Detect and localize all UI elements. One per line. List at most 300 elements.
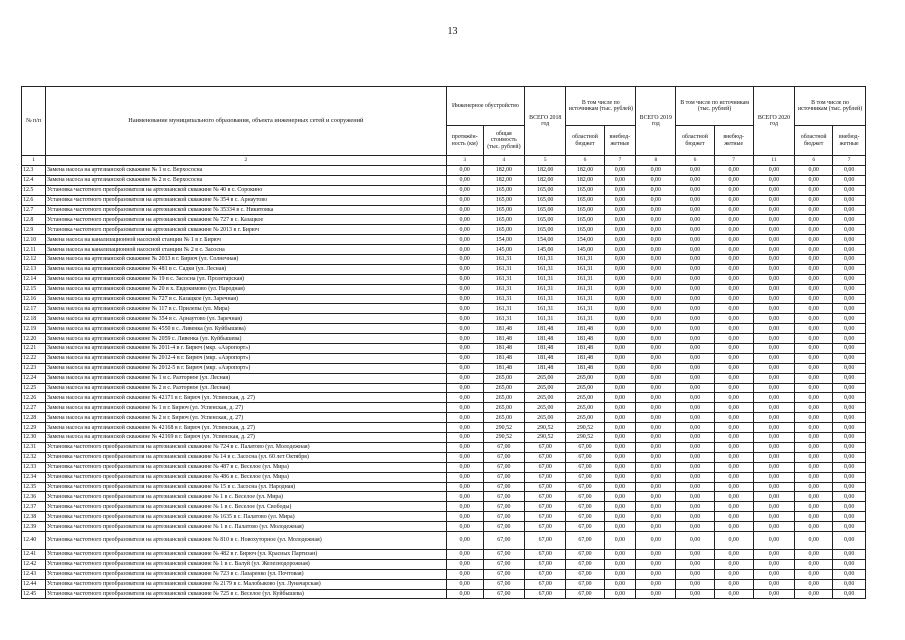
table-row: [22, 185, 866, 195]
table-row: [22, 442, 866, 452]
cell-total-2020: 0,00: [753, 166, 794, 176]
cell-cost: 181,48: [483, 363, 524, 373]
cell-extra-2020: 0,00: [833, 304, 866, 314]
cell-extra-2019: 0,00: [714, 373, 753, 383]
cell-length: 0,00: [446, 314, 483, 324]
column-number: 3: [446, 156, 483, 166]
cell-extra-2018: 0,00: [604, 512, 636, 522]
table-row: [22, 403, 866, 413]
table-row: [22, 452, 866, 462]
cell-total-2019: 0,00: [636, 363, 676, 373]
row-number: 12.6: [22, 195, 46, 205]
cell-extra-2019: 0,00: [714, 166, 753, 176]
cell-extra-2020: 0,00: [833, 235, 866, 245]
cell-extra-2020: 0,00: [833, 512, 866, 522]
cell-regional-2018: 290,52: [566, 423, 604, 433]
cell-extra-2019: 0,00: [714, 559, 753, 569]
cell-extra-2020: 0,00: [833, 324, 866, 334]
cell-total-2020: 0,00: [753, 284, 794, 294]
cell-total-2019: 0,00: [636, 413, 676, 423]
cell-total-2018: 265,00: [525, 413, 566, 423]
row-number: 12.24: [22, 373, 46, 383]
row-object-name: Замена насоса на артезианской скважине № 481 в с. Садки (ул. Лесная): [45, 264, 446, 274]
cell-cost: 145,00: [483, 245, 524, 255]
cell-regional-2019: 0,00: [676, 442, 714, 452]
cell-extra-2019: 0,00: [714, 294, 753, 304]
cell-regional-2019: 0,00: [676, 589, 714, 599]
cell-total-2020: 0,00: [753, 531, 794, 549]
cell-length: 0,00: [446, 442, 483, 452]
column-number: 7: [833, 156, 866, 166]
cell-cost: 265,00: [483, 413, 524, 423]
row-number: 12.40: [22, 531, 46, 549]
cell-regional-2018: 67,00: [566, 559, 604, 569]
table-row: [22, 264, 866, 274]
header-total-2018: ВСЕГО 2018 год: [525, 87, 566, 156]
row-object-name: Установка частотного преобразователя на артезианской скважине № 1 в с. Палатово (ул. Молодежная): [45, 522, 446, 532]
cell-total-2020: 0,00: [753, 452, 794, 462]
cell-total-2018: 161,31: [525, 274, 566, 284]
cell-total-2020: 0,00: [753, 549, 794, 559]
cell-regional-2019: 0,00: [676, 225, 714, 235]
cell-extra-2020: 0,00: [833, 413, 866, 423]
table-row: [22, 363, 866, 373]
cell-extra-2019: 0,00: [714, 413, 753, 423]
header-infra-group: Инженерное обустройство: [446, 87, 524, 126]
cell-total-2019: 0,00: [636, 492, 676, 502]
cell-regional-2019: 0,00: [676, 452, 714, 462]
cell-total-2018: 181,48: [525, 363, 566, 373]
cell-cost: 161,31: [483, 274, 524, 284]
cell-regional-2018: 182,00: [566, 166, 604, 176]
cell-cost: 165,00: [483, 225, 524, 235]
cell-length: 0,00: [446, 403, 483, 413]
cell-regional-2020: 0,00: [795, 205, 833, 215]
cell-extra-2018: 0,00: [604, 264, 636, 274]
row-object-name: Установка частотного преобразователя на артезианской скважине № 723 в с. Лазаренко (ул. Почтовая): [45, 569, 446, 579]
cell-length: 0,00: [446, 492, 483, 502]
column-number: 2: [45, 156, 446, 166]
row-number: 12.34: [22, 472, 46, 482]
cell-total-2019: 0,00: [636, 403, 676, 413]
cell-regional-2020: 0,00: [795, 502, 833, 512]
row-object-name: Установка частотного преобразователя на артезианской скважине № 482 в г. Бирюч (ул. Красных Партизан): [45, 549, 446, 559]
column-number: 1: [22, 156, 46, 166]
cell-length: 0,00: [446, 344, 483, 354]
cell-total-2019: 0,00: [636, 423, 676, 433]
row-number: 12.20: [22, 334, 46, 344]
cell-extra-2019: 0,00: [714, 442, 753, 452]
cell-total-2019: 0,00: [636, 452, 676, 462]
cell-extra-2020: 0,00: [833, 383, 866, 393]
cell-extra-2020: 0,00: [833, 373, 866, 383]
header-regional-2019: областной бюджет: [676, 126, 714, 156]
cell-regional-2020: 0,00: [795, 304, 833, 314]
table-row: [22, 294, 866, 304]
row-object-name: Замена насоса на артезианской скважине № 2012-5 в г. Бирюч (мкр. «Аэропорт»): [45, 363, 446, 373]
cell-extra-2020: 0,00: [833, 274, 866, 284]
cell-extra-2018: 0,00: [604, 502, 636, 512]
row-number: 12.25: [22, 383, 46, 393]
cell-total-2020: 0,00: [753, 383, 794, 393]
cell-total-2018: 67,00: [525, 559, 566, 569]
row-object-name: Замена насоса на артезианской скважине № 1 в с. Разторное (ул. Лесная): [45, 373, 446, 383]
cell-regional-2020: 0,00: [795, 423, 833, 433]
header-sources-2018: В том числе по источникам (тыс. рублей): [566, 87, 636, 126]
cell-regional-2020: 0,00: [795, 363, 833, 373]
cell-total-2019: 0,00: [636, 205, 676, 215]
cell-regional-2020: 0,00: [795, 255, 833, 265]
cell-total-2018: 182,00: [525, 166, 566, 176]
cell-extra-2018: 0,00: [604, 492, 636, 502]
row-number: 12.16: [22, 294, 46, 304]
row-object-name: Установка частотного преобразователя на артезианской скважине № 2013 в г. Бирюч: [45, 225, 446, 235]
cell-total-2019: 0,00: [636, 569, 676, 579]
cell-regional-2020: 0,00: [795, 314, 833, 324]
cell-total-2020: 0,00: [753, 314, 794, 324]
row-object-name: Замена насоса на артезианской скважине № 2011-4 в г. Бирюч (мкр. «Аэропорт»): [45, 344, 446, 354]
cell-total-2020: 0,00: [753, 589, 794, 599]
cell-extra-2018: 0,00: [604, 304, 636, 314]
row-number: 12.33: [22, 462, 46, 472]
cell-extra-2018: 0,00: [604, 373, 636, 383]
cell-extra-2020: 0,00: [833, 363, 866, 373]
cell-length: 0,00: [446, 383, 483, 393]
header-extra-2020: внебюд-жетные: [833, 126, 866, 156]
cell-cost: 181,48: [483, 324, 524, 334]
column-number: 7: [604, 156, 636, 166]
row-number: 12.30: [22, 433, 46, 443]
row-number: 12.10: [22, 235, 46, 245]
cell-length: 0,00: [446, 245, 483, 255]
cell-total-2019: 0,00: [636, 579, 676, 589]
cell-total-2019: 0,00: [636, 472, 676, 482]
cell-length: 0,00: [446, 284, 483, 294]
cell-regional-2020: 0,00: [795, 353, 833, 363]
cell-length: 0,00: [446, 579, 483, 589]
cell-regional-2020: 0,00: [795, 549, 833, 559]
row-object-name: Замена насоса на артезианской скважине № 42168 в г. Бирюч (ул. Успенская, д. 27): [45, 423, 446, 433]
cell-cost: 67,00: [483, 442, 524, 452]
cell-length: 0,00: [446, 423, 483, 433]
cell-extra-2019: 0,00: [714, 472, 753, 482]
cell-length: 0,00: [446, 334, 483, 344]
cell-regional-2020: 0,00: [795, 175, 833, 185]
cell-regional-2019: 0,00: [676, 284, 714, 294]
row-object-name: Установка частотного преобразователя на артезианской скважине № 15 в с. Засосна (ул. Народная): [45, 482, 446, 492]
cell-regional-2019: 0,00: [676, 205, 714, 215]
cell-length: 0,00: [446, 452, 483, 462]
cell-total-2020: 0,00: [753, 522, 794, 532]
cell-cost: 67,00: [483, 482, 524, 492]
cell-extra-2020: 0,00: [833, 393, 866, 403]
cell-regional-2018: 165,00: [566, 195, 604, 205]
cell-total-2020: 0,00: [753, 512, 794, 522]
cell-regional-2019: 0,00: [676, 304, 714, 314]
cell-extra-2019: 0,00: [714, 423, 753, 433]
cell-regional-2018: 67,00: [566, 472, 604, 482]
cell-regional-2019: 0,00: [676, 549, 714, 559]
cell-regional-2020: 0,00: [795, 284, 833, 294]
cell-total-2020: 0,00: [753, 245, 794, 255]
cell-total-2019: 0,00: [636, 522, 676, 532]
cell-regional-2018: 67,00: [566, 549, 604, 559]
cell-extra-2018: 0,00: [604, 344, 636, 354]
cell-extra-2018: 0,00: [604, 185, 636, 195]
cell-cost: 67,00: [483, 559, 524, 569]
cell-total-2018: 67,00: [525, 579, 566, 589]
cell-extra-2019: 0,00: [714, 314, 753, 324]
cell-extra-2019: 0,00: [714, 255, 753, 265]
row-number: 12.42: [22, 559, 46, 569]
cell-length: 0,00: [446, 353, 483, 363]
cell-regional-2018: 67,00: [566, 502, 604, 512]
header-cost: общая стоимость (тыс. рублей): [483, 126, 524, 156]
cell-regional-2019: 0,00: [676, 502, 714, 512]
cell-extra-2019: 0,00: [714, 274, 753, 284]
cell-extra-2018: 0,00: [604, 225, 636, 235]
cell-extra-2018: 0,00: [604, 579, 636, 589]
cell-regional-2020: 0,00: [795, 185, 833, 195]
cell-extra-2020: 0,00: [833, 589, 866, 599]
cell-extra-2020: 0,00: [833, 482, 866, 492]
cell-cost: 154,00: [483, 235, 524, 245]
row-object-name: Замена насоса на артезианской скважине № 2 в г. Бирюч (ул. Успенская, д. 27): [45, 413, 446, 423]
cell-regional-2019: 0,00: [676, 363, 714, 373]
cell-regional-2019: 0,00: [676, 235, 714, 245]
cell-total-2020: 0,00: [753, 363, 794, 373]
cell-extra-2019: 0,00: [714, 579, 753, 589]
cell-cost: 67,00: [483, 549, 524, 559]
cell-extra-2018: 0,00: [604, 175, 636, 185]
cell-regional-2020: 0,00: [795, 442, 833, 452]
cell-extra-2019: 0,00: [714, 284, 753, 294]
cell-total-2018: 165,00: [525, 215, 566, 225]
cell-regional-2019: 0,00: [676, 512, 714, 522]
row-number: 12.36: [22, 492, 46, 502]
row-object-name: Замена насоса на артезианской скважине № 4550 в с. Ливенка (ул. Куйбышева): [45, 324, 446, 334]
cell-total-2019: 0,00: [636, 589, 676, 599]
cell-total-2018: 290,52: [525, 423, 566, 433]
cell-total-2019: 0,00: [636, 512, 676, 522]
cell-total-2019: 0,00: [636, 531, 676, 549]
cell-total-2019: 0,00: [636, 462, 676, 472]
cell-total-2018: 67,00: [525, 452, 566, 462]
row-number: 12.4: [22, 175, 46, 185]
cell-regional-2018: 290,52: [566, 433, 604, 443]
cell-cost: 161,31: [483, 255, 524, 265]
cell-regional-2020: 0,00: [795, 195, 833, 205]
cell-regional-2020: 0,00: [795, 215, 833, 225]
cell-total-2019: 0,00: [636, 482, 676, 492]
cell-extra-2018: 0,00: [604, 363, 636, 373]
cell-total-2019: 0,00: [636, 344, 676, 354]
cell-extra-2018: 0,00: [604, 452, 636, 462]
cell-extra-2018: 0,00: [604, 215, 636, 225]
table-row: [22, 175, 866, 185]
row-number: 12.35: [22, 482, 46, 492]
cell-length: 0,00: [446, 559, 483, 569]
cell-total-2018: 181,48: [525, 344, 566, 354]
cell-cost: 67,00: [483, 472, 524, 482]
cell-extra-2018: 0,00: [604, 482, 636, 492]
cell-extra-2018: 0,00: [604, 531, 636, 549]
cell-total-2018: 181,48: [525, 353, 566, 363]
row-object-name: Замена насоса на артезианской скважине № 2 в с. Верхососна: [45, 175, 446, 185]
cell-extra-2019: 0,00: [714, 363, 753, 373]
cell-regional-2020: 0,00: [795, 559, 833, 569]
cell-length: 0,00: [446, 166, 483, 176]
cell-regional-2020: 0,00: [795, 433, 833, 443]
cell-total-2018: 67,00: [525, 462, 566, 472]
cell-cost: 161,31: [483, 314, 524, 324]
cell-cost: 165,00: [483, 185, 524, 195]
cell-extra-2019: 0,00: [714, 334, 753, 344]
row-object-name: Установка частотного преобразователя на артезианской скважине № 724 в с. Палатово (ул. Молодежная): [45, 442, 446, 452]
cell-regional-2018: 181,48: [566, 334, 604, 344]
row-number: 12.37: [22, 502, 46, 512]
table-row: [22, 589, 866, 599]
cell-length: 0,00: [446, 413, 483, 423]
table-row: [22, 274, 866, 284]
cell-extra-2018: 0,00: [604, 549, 636, 559]
cell-regional-2019: 0,00: [676, 393, 714, 403]
cell-extra-2020: 0,00: [833, 205, 866, 215]
cell-length: 0,00: [446, 324, 483, 334]
row-number: 12.3: [22, 166, 46, 176]
cell-extra-2018: 0,00: [604, 314, 636, 324]
cell-cost: 67,00: [483, 569, 524, 579]
cell-regional-2018: 145,00: [566, 245, 604, 255]
cell-extra-2018: 0,00: [604, 403, 636, 413]
cell-extra-2020: 0,00: [833, 195, 866, 205]
cell-length: 0,00: [446, 589, 483, 599]
cell-total-2019: 0,00: [636, 373, 676, 383]
row-number: 12.28: [22, 413, 46, 423]
cell-length: 0,00: [446, 215, 483, 225]
cell-regional-2018: 181,48: [566, 324, 604, 334]
cell-extra-2020: 0,00: [833, 225, 866, 235]
row-object-name: Установка частотного преобразователя на артезианской скважине № 1635 в с. Палатово (ул. Мира): [45, 512, 446, 522]
cell-extra-2020: 0,00: [833, 185, 866, 195]
cell-regional-2019: 0,00: [676, 579, 714, 589]
cell-regional-2020: 0,00: [795, 225, 833, 235]
cell-extra-2018: 0,00: [604, 274, 636, 284]
row-number: 12.22: [22, 353, 46, 363]
cell-length: 0,00: [446, 462, 483, 472]
cell-extra-2018: 0,00: [604, 522, 636, 532]
infrastructure-table: [21, 86, 866, 599]
cell-extra-2019: 0,00: [714, 462, 753, 472]
cell-total-2018: 181,48: [525, 324, 566, 334]
cell-total-2018: 161,31: [525, 294, 566, 304]
table-row: [22, 383, 866, 393]
cell-total-2018: 67,00: [525, 589, 566, 599]
cell-extra-2020: 0,00: [833, 559, 866, 569]
cell-extra-2020: 0,00: [833, 423, 866, 433]
header-total-2020: ВСЕГО 2020 год: [753, 87, 794, 156]
cell-regional-2020: 0,00: [795, 522, 833, 532]
cell-regional-2018: 67,00: [566, 579, 604, 589]
row-object-name: Замена насоса на артезианской скважине № 42169 в г. Бирюч (ул. Успенская, д. 27): [45, 433, 446, 443]
cell-extra-2018: 0,00: [604, 245, 636, 255]
cell-total-2020: 0,00: [753, 579, 794, 589]
cell-cost: 290,52: [483, 433, 524, 443]
row-number: 12.27: [22, 403, 46, 413]
cell-regional-2020: 0,00: [795, 344, 833, 354]
cell-total-2019: 0,00: [636, 304, 676, 314]
cell-total-2018: 182,00: [525, 175, 566, 185]
cell-regional-2018: 181,48: [566, 344, 604, 354]
cell-cost: 165,00: [483, 195, 524, 205]
cell-length: 0,00: [446, 363, 483, 373]
cell-total-2018: 145,00: [525, 245, 566, 255]
cell-extra-2019: 0,00: [714, 393, 753, 403]
cell-regional-2020: 0,00: [795, 482, 833, 492]
cell-extra-2018: 0,00: [604, 205, 636, 215]
row-object-name: Установка частотного преобразователя на артезианской скважине № 1 в с. Валуй (ул. Железнодорожная): [45, 559, 446, 569]
cell-regional-2018: 161,31: [566, 255, 604, 265]
cell-cost: 182,00: [483, 166, 524, 176]
row-object-name: Замена насоса на артезианской скважине № 20 в х. Евдокимово (ул. Народная): [45, 284, 446, 294]
header-extra-2019: внебюд-жетные: [714, 126, 753, 156]
cell-total-2018: 154,00: [525, 235, 566, 245]
cell-cost: 181,48: [483, 344, 524, 354]
cell-regional-2020: 0,00: [795, 589, 833, 599]
cell-extra-2019: 0,00: [714, 195, 753, 205]
cell-extra-2019: 0,00: [714, 522, 753, 532]
cell-total-2020: 0,00: [753, 195, 794, 205]
row-number: 12.8: [22, 215, 46, 225]
table-row: [22, 413, 866, 423]
cell-total-2018: 161,31: [525, 255, 566, 265]
row-object-name: Замена насоса на канализационной насосной станции № 2 в с. Засосна: [45, 245, 446, 255]
cell-cost: 265,00: [483, 373, 524, 383]
cell-length: 0,00: [446, 433, 483, 443]
cell-total-2019: 0,00: [636, 185, 676, 195]
table-row: [22, 245, 866, 255]
cell-total-2020: 0,00: [753, 255, 794, 265]
cell-extra-2020: 0,00: [833, 462, 866, 472]
cell-total-2018: 67,00: [525, 522, 566, 532]
cell-regional-2019: 0,00: [676, 274, 714, 284]
cell-extra-2020: 0,00: [833, 472, 866, 482]
row-object-name: Замена насоса на артезианской скважине № 354 в с. Арнаутово (ул. Заречная): [45, 314, 446, 324]
cell-total-2020: 0,00: [753, 334, 794, 344]
cell-extra-2020: 0,00: [833, 284, 866, 294]
cell-total-2019: 0,00: [636, 235, 676, 245]
cell-total-2018: 161,31: [525, 284, 566, 294]
row-number: 12.5: [22, 185, 46, 195]
row-number: 12.39: [22, 522, 46, 532]
row-number: 12.18: [22, 314, 46, 324]
cell-regional-2019: 0,00: [676, 492, 714, 502]
table-row: [22, 255, 866, 265]
cell-extra-2020: 0,00: [833, 403, 866, 413]
cell-extra-2019: 0,00: [714, 245, 753, 255]
page-number: 13: [447, 26, 458, 37]
cell-regional-2018: 165,00: [566, 205, 604, 215]
cell-total-2019: 0,00: [636, 245, 676, 255]
table-row: [22, 324, 866, 334]
cell-regional-2018: 161,31: [566, 304, 604, 314]
cell-regional-2019: 0,00: [676, 314, 714, 324]
row-number: 12.11: [22, 245, 46, 255]
cell-total-2020: 0,00: [753, 492, 794, 502]
cell-regional-2019: 0,00: [676, 433, 714, 443]
cell-regional-2018: 165,00: [566, 215, 604, 225]
cell-regional-2020: 0,00: [795, 579, 833, 589]
